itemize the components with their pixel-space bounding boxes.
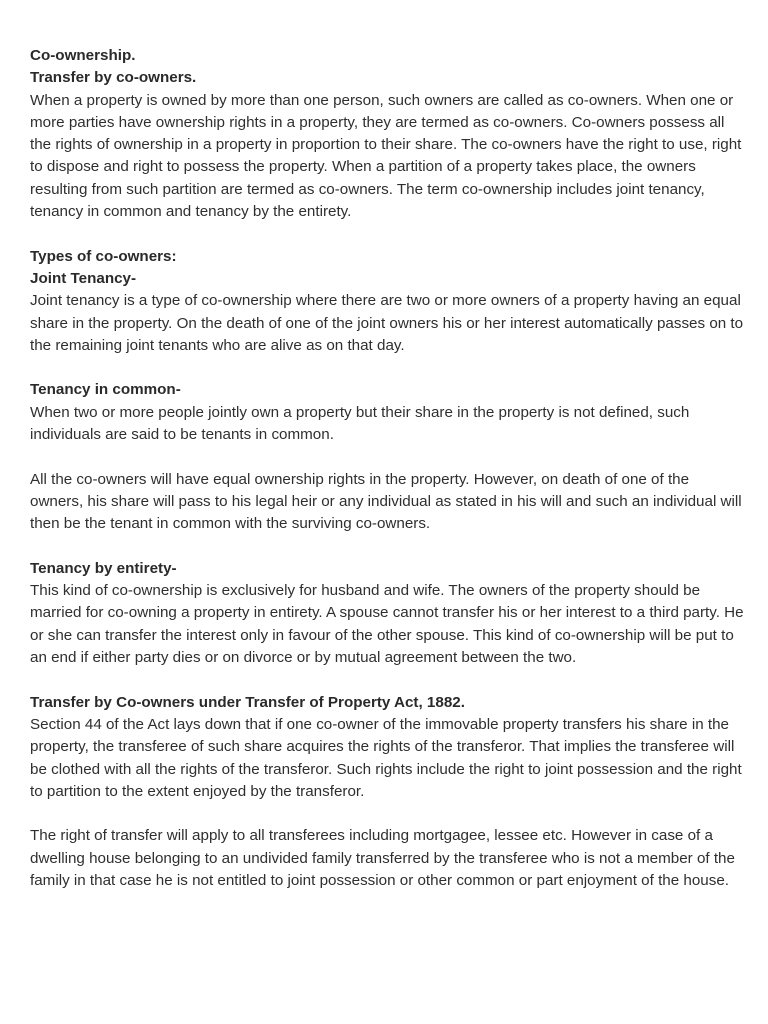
paragraph-co-ownership-intro: When a property is owned by more than one person, such owners are called as co-owners. When one or more parties have ownership rights in a property, they are termed as co-owners. Co-owners possess all the rights of ownership in a property in proportion to their share. The co-owners have the right to use, right to dispose and right to possess the property. When a partition of a property takes place, the owners resulting from such partition are termed as co-owners. The term co-ownership includes joint tenancy, tenancy in common and tenancy by the entirety.: [30, 91, 742, 221]
paragraph-tenancy-by-entirety: This kind of co-ownership is exclusively for husband and wife. The owners of the property should be married for co-owning a property in entirety. A spouse cannot transfer his or her interest to a third party. He or she can transfer the interest only in favour of the other spouse. This kind of co-ownership will be put to an end if either party dies or on divorce or by mutual agreement between the two.: [30, 582, 744, 667]
subheading-tenancy-by-entirety: Tenancy by entirety-: [30, 559, 177, 577]
section-title-types-of-co-owners: Types of co-owners:: [30, 247, 177, 265]
paragraph-right-of-transfer: The right of transfer will apply to all transferees including mortgagee, lessee etc. However in case of a dwelling house belonging to an undivided family transferred by the transferee who is not a member of the family in that case he is not entitled to joint possession or other common or part enjoyment of the house.: [30, 827, 735, 889]
paragraph-tenancy-in-common-2: All the co-owners will have equal ownership rights in the property. However, on death of one of the owners, his share will pass to his legal heir or any individual as stated in his will and such an individual will then be the tenant in common with the surviving co-owners.: [30, 470, 742, 533]
spacer: [30, 223, 746, 245]
spacer: [30, 536, 746, 558]
paragraph-joint-tenancy: Joint tenancy is a type of co-ownership where there are two or more owners of a property having an equal share in the property. On the death of one of the joint owners his or her interest automatically passes on to the remaining joint tenants who are alive as on that day.: [30, 292, 744, 354]
document-title: Co-ownership.: [30, 47, 136, 64]
document-body: [30, 45, 746, 892]
subheading-joint-tenancy: Joint Tenancy-: [30, 269, 137, 287]
paragraph-tenancy-in-common-1: When two or more people jointly own a property but their share in the property is not defined, such individuals are said to be tenants in common.: [30, 403, 690, 444]
paragraph-section-44: Section 44 of the Act lays down that if one co-owner of the immovable property transfers his share in the property, the transferee of such share acquires the rights of the transferor. That implies the transferee will be clothed with all the rights of the transferor. Such rights include the right to joint possession and the right to partition to the extent enjoyed by the transferor.: [30, 715, 742, 800]
spacer: [30, 446, 746, 468]
section-title-transfer-by-co-owners: Transfer by co-owners.: [30, 69, 197, 87]
spacer: [30, 357, 746, 379]
spacer: [30, 803, 746, 825]
subheading-tenancy-in-common: Tenancy in common-: [30, 381, 181, 399]
spacer: [30, 669, 746, 691]
subheading-transfer-act: Transfer by Co-owners under Transfer of Property Act, 1882.: [30, 693, 465, 711]
